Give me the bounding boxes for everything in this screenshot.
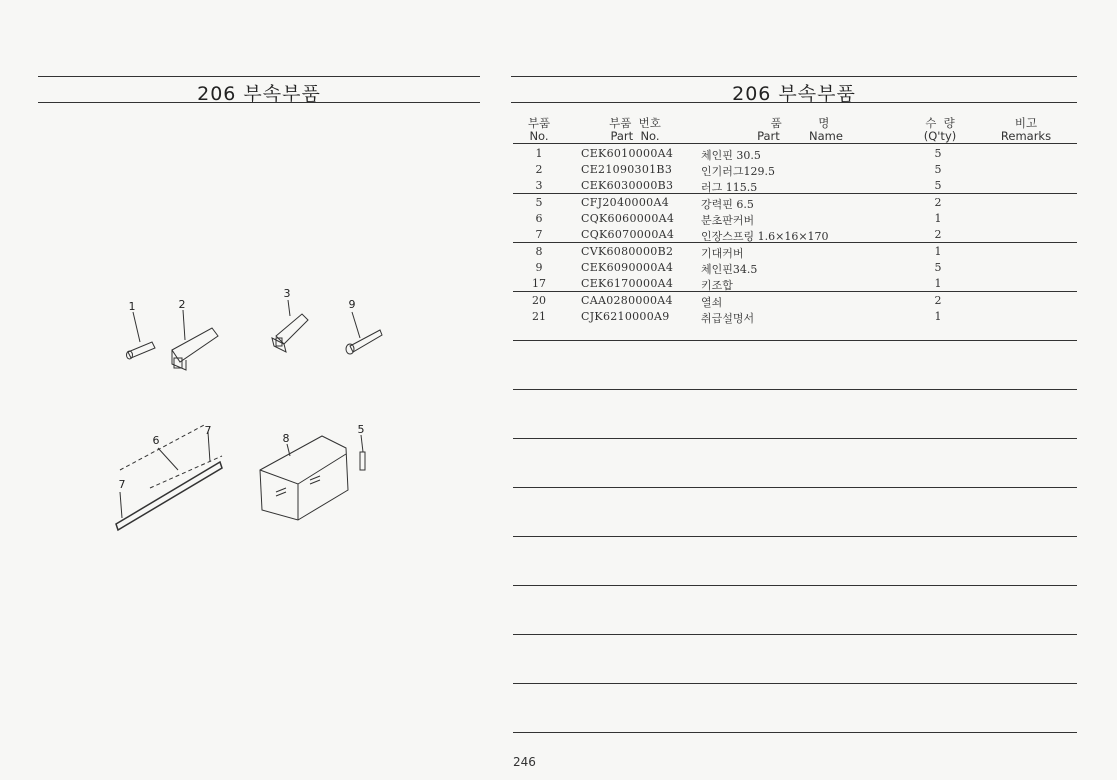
callout-1: 1 — [128, 300, 136, 313]
right-title-top-rule — [511, 76, 1077, 77]
header-partno-en: Part No. — [610, 129, 660, 143]
right-page-title: 206 부속부품 — [732, 83, 856, 105]
header-qty-ko: 수 량 — [925, 116, 955, 130]
table-header-rule — [513, 143, 1077, 144]
blank-rule — [513, 389, 1077, 390]
header-no-en: No. — [529, 129, 549, 143]
callout-2: 2 — [178, 298, 186, 311]
table-row: 8 CVK6080000B2 기대커버 1 — [535, 245, 942, 260]
header-name-en: Part Name — [757, 129, 843, 143]
table-row: 9 CEK6090000A4 체인핀34.5 5 — [535, 261, 942, 276]
blank-rule — [513, 683, 1077, 684]
table-row: 3 CEK6030000B3 러그 115.5 5 — [535, 179, 942, 194]
blank-rule — [513, 634, 1077, 635]
callout-5: 5 — [357, 423, 365, 436]
callout-7b: 7 — [118, 478, 126, 491]
left-page-title: 206 부속부품 — [197, 83, 321, 105]
blank-rule — [513, 536, 1077, 537]
blank-rule — [513, 438, 1077, 439]
blank-rule — [513, 732, 1077, 733]
header-remarks-ko: 비고 — [1014, 116, 1038, 130]
header-no-ko: 부품 — [527, 116, 551, 130]
left-title-bottom-rule — [38, 102, 480, 103]
blank-rule — [513, 585, 1077, 586]
table-row: 20 CAA0280000A4 열쇠 2 — [532, 294, 942, 309]
part-6-cover-plate — [116, 424, 222, 530]
left-title-top-rule — [38, 76, 480, 77]
callout-3: 3 — [283, 287, 291, 300]
page-number: 246 — [513, 755, 536, 769]
right-title-bottom-rule — [511, 102, 1077, 103]
callout-7a: 7 — [204, 424, 212, 437]
callout-6: 6 — [152, 434, 160, 447]
part-1-chain-pin — [127, 312, 156, 359]
part-5-spring-pin — [360, 435, 365, 470]
header-remarks-en: Remarks — [1000, 129, 1052, 143]
blank-rule — [513, 487, 1077, 488]
table-row: 5 CFJ2040000A4 강력핀 6.5 2 — [535, 196, 942, 211]
header-name-ko: 품 명 — [770, 116, 830, 130]
header-qty-en: (Q'ty) — [923, 129, 957, 143]
table-row: 17 CEK6170000A4 키조합 1 — [532, 277, 942, 292]
part-3-lug — [272, 300, 308, 352]
header-partno-ko: 부품 번호 — [609, 116, 661, 130]
blank-rule — [513, 340, 1077, 341]
table-row: 1 CEK6010000A4 체인핀 30.5 5 — [535, 147, 942, 162]
part-8-machine-cover — [260, 436, 348, 520]
parts-diagram — [100, 280, 400, 544]
part-9-chain-pin — [346, 312, 382, 354]
table-row: 21 CJK6210000A9 취급설명서 1 — [532, 310, 942, 325]
table-row: 7 CQK6070000A4 인장스프링 1.6×16×170 2 — [535, 228, 942, 243]
table-row: 2 CE21090301B3 인기러그129.5 5 — [535, 163, 942, 178]
table-row: 6 CQK6060000A4 분초판커버 1 — [535, 212, 942, 227]
callout-9: 9 — [348, 298, 356, 311]
part-2-idler-lug — [172, 310, 218, 370]
callout-8: 8 — [282, 432, 290, 445]
